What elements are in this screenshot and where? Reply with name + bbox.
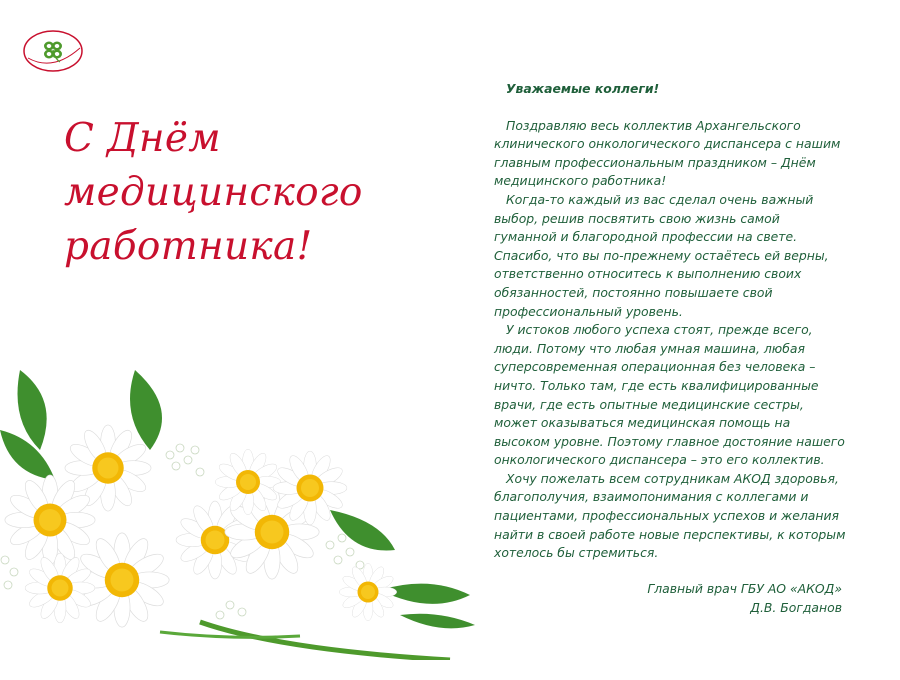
title-line-2: медицинского (64, 170, 363, 215)
letter-paragraph: У истоков любого успеха стоят, прежде всего, люди. Потому что любая умная машина, любая суперсовременная операционная без человека – ничто. Только там, где есть квалифицированные врачи, где есть опытные медицинские сестры, может оказываться медицинская помощь на высоком уровне. Поэтому главное достояние нашего онкологического диспансера – это его коллектив. (494, 322, 845, 468)
letter-greeting: Уважаемые коллеги! (506, 81, 660, 96)
signature-title: Главный врач ГБУ АО «АКОД» (647, 580, 842, 596)
letter-paragraph: Когда-то каждый из вас сделал очень важный выбор, решив посвятить свою жизнь самой гуманной и благородной профессии на свете. Спасибо, что вы по-прежнему остаётесь ей верны, ответственно относитесь к выполнению своих обязанностей, постоянно повышаете свой профессиональный уровень. (494, 191, 829, 319)
greeting-title (64, 112, 363, 274)
letter-paragraph: Хочу пожелать всем сотрудникам АКОД здоровья, благополучия, взаимопонимания с коллегами и пациентами, профессиональных успехов и желания найти в своей работе новые перспективы, к которым хотелось бы стремиться. (494, 470, 846, 561)
daisy-bouquet (0, 360, 475, 660)
signature-block (494, 579, 846, 617)
title-line-3: работника! (64, 224, 313, 269)
congratulation-letter (494, 80, 846, 617)
title-line-1: С Днём (64, 116, 221, 161)
signature-name: Д.В. Богданов (750, 599, 842, 615)
clover-logo-icon (22, 28, 84, 74)
letter-paragraph: Поздравляю весь коллектив Архангельского клинического онкологического диспансера с нашим главным профессиональным праздником – Днём медицинского работника! (494, 117, 841, 189)
